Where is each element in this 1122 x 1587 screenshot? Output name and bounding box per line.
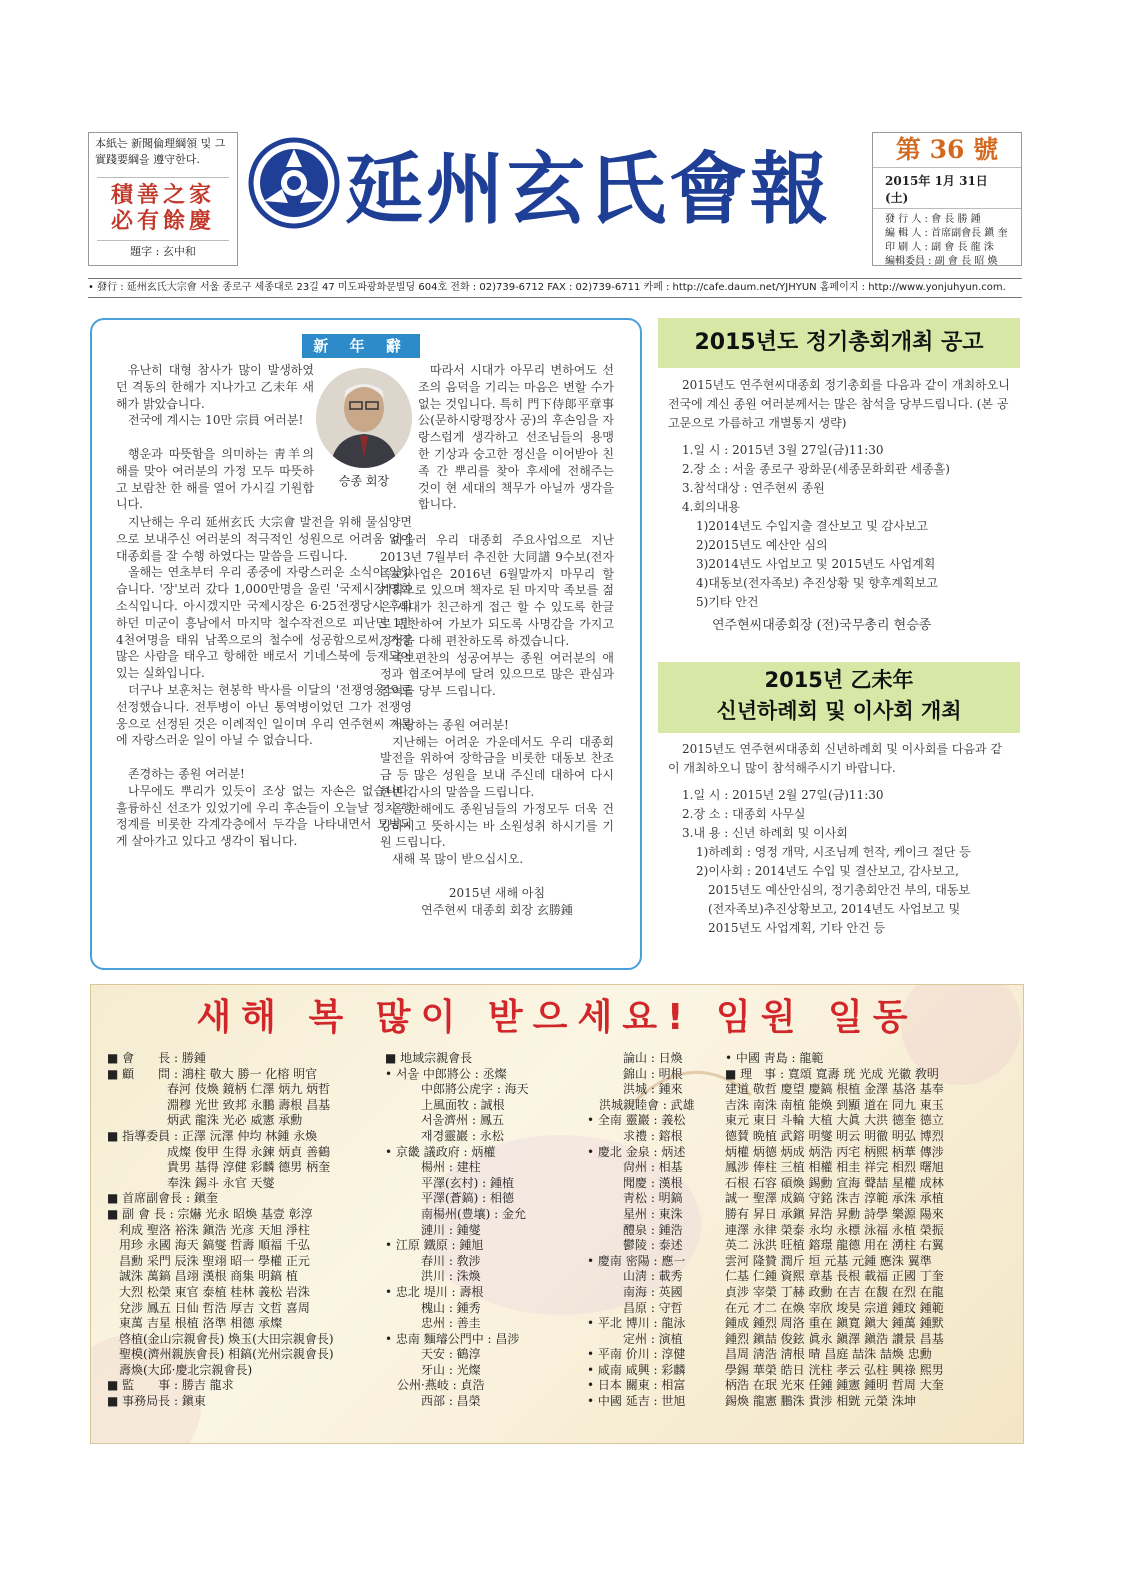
notice-item: 1.일 시 : 2015년 3월 27일(금)11:30: [682, 443, 884, 457]
officer-line: 漣川 : 鍾燮: [385, 1222, 481, 1237]
notice-intro: 2015년도 연주현씨대종회 신년하례회 및 이사회를 다음과 같이 개최하오니 많이 참석해주시기 바랍니다.: [668, 742, 1003, 775]
address-column-1-mid: [116, 446, 314, 513]
banner-title: 새해 복 많이 받으세요! 임원 일동: [196, 997, 918, 1038]
notice-item: 2.장 소 : 서울 종로구 광화문(세종문화회관 세종홀): [682, 462, 950, 476]
officer-line: • 江原 鐵原 : 鍾旭: [385, 1238, 484, 1253]
officer-line: 鬱陵 : 泰述: [587, 1238, 683, 1253]
notice-subitem: 3)2014년도 사업보고 및 2015년도 사업계획: [696, 557, 936, 571]
officer-line: • 日本 關東 : 相富: [587, 1378, 686, 1393]
address-column-2: [380, 532, 614, 918]
newspaper-title: 延州玄氏會報: [345, 144, 832, 235]
officer-line: 尙州 : 相基: [587, 1160, 683, 1175]
officer-line: 楊州 : 建柱: [385, 1160, 481, 1175]
officer-line: 英二 泳洪 旺植 鎔璟 龍德 用在 湧柱 右翼: [725, 1238, 944, 1253]
notice-new-year-meeting-body: [668, 740, 1012, 938]
officer-line: ■ 監 事 : 勝吉 龍求: [107, 1378, 234, 1393]
paragraph: 지난해는 우리 延州玄氏 大宗會 발전을 위해 물심양면으로 보내주신 여러분의 적극적인 성원으로 어려움 없이 대종회를 잘 수행 하였다는 말씀을 드립니다.: [116, 515, 412, 563]
officer-line: 利成 聖洛 裕洙 鎭浩 光彦 天旭 淨柱: [107, 1222, 310, 1237]
title-line-2: 신년하례회 및 이사회 개최: [716, 699, 962, 723]
ethics-statement: 本紙는 新聞倫理綱領 및 그 實踐要綱을 遵守한다.: [95, 137, 226, 166]
officer-line: 靑松 : 明鎬: [587, 1191, 683, 1206]
officer-line: 雲河 隆贊 潤斤 垣 元基 元鍾 應洙 翼準: [725, 1253, 932, 1268]
officer-line: 春河 伎煥 鏡柄 仁澤 炳九 炳哲: [107, 1082, 331, 1097]
officer-line: • 咸南 咸興 : 彩麟: [587, 1362, 686, 1377]
officer-line: 鍾烈 鎭喆 俊鉉 眞永 鎭澤 鎭浩 讚景 昌基: [725, 1331, 944, 1346]
officer-line: • 全南 靈巖 : 義松: [587, 1113, 686, 1128]
officer-line: 平澤(玄村) : 鍾植: [385, 1175, 515, 1190]
paragraph: 유난히 대형 참사가 많이 발생하였던 격동의 한해가 지나가고 乙未年 새해가 밝았습니다.: [116, 363, 314, 411]
officer-line: 錫煥 龍憲 鵬洙 貴涉 相皝 元榮 洙坤: [725, 1394, 916, 1409]
notice-general-meeting-title: 2015년도 정기총회개최 공고: [658, 318, 1020, 368]
officer-line: 서울濟州 : 鳳五: [385, 1113, 504, 1128]
calligrapher-credit: 題字 : 玄中和: [97, 240, 229, 259]
notice-item: 2.장 소 : 대종회 사무실: [682, 807, 806, 821]
officer-line: 洪城 : 鍾來: [587, 1082, 683, 1097]
officer-line: 定州 : 演植: [587, 1331, 683, 1346]
notice-subitem: 1)2014년도 수입지출 결산보고 및 감사보고: [696, 519, 928, 533]
officer-line: 聞慶 : 漢根: [587, 1175, 683, 1190]
notice-subitem: 2015년도 예산안심의, 정기총회안건 부의, 대동보: [708, 883, 971, 897]
greeting-banner: [90, 984, 1024, 1444]
officer-line: 昌周 淸浩 淸根 晴 昌庭 喆洙 喆煥 忠勳: [725, 1347, 932, 1362]
officer-line: 山淸 : 載秀: [587, 1269, 683, 1284]
notice-subitem: 2)2015년도 예산안 심의: [696, 538, 828, 552]
staff-printer: 印 刷 人 : 副 會 長 龍 洙: [885, 242, 994, 253]
officer-line: 平澤(蒼鎬) : 相德: [385, 1191, 515, 1206]
officer-line: 貞涉 宰榮 丁赫 政勳 在吉 在馥 在烈 在龍: [725, 1284, 944, 1299]
officer-line: 洪川 : 洙煥: [385, 1269, 481, 1284]
officer-line: • 中國 靑島 : 龍範: [725, 1051, 824, 1065]
officer-line: ■ 首席副會長 : 鎭奎: [107, 1191, 218, 1206]
notice-item: 3.내 용 : 신년 하례회 및 이사회: [682, 826, 848, 840]
blank-line: [116, 749, 412, 766]
officer-line: 上風面牧 : 誠根: [385, 1097, 505, 1112]
motto-box: [88, 132, 238, 266]
officer-line: ■ 會 長 : 勝鍾: [107, 1051, 206, 1065]
officer-line: ■ 理 事 : 寬頌 寬壽 珖 光成 光徽 敎明: [725, 1066, 939, 1081]
officer-line: 鍾成 鍾烈 周洛 重在 鎭寬 鎭大 鍾萬 鍾默: [725, 1316, 944, 1331]
chairman-portrait: [316, 368, 412, 468]
paragraph: 올해는 연초부터 우리 종중에 자랑스러운 소식이 있었습니다. '장'보러 갔다 1,000만명을 울린 '국제시장'영화 소식입니다. 아시겠지만 국제시장은 6·25전쟁당시 후퇴하던 미군이 흥남에서 마지막 철수작전으로 피난민 1만 4천여명을 태워 남쪽으로의 철수에 성공함으로써, 가장 많은 사람을 태우고 항해한 배로서 기네스북에 등재되어 있는 실화입니다.: [116, 565, 412, 681]
officer-line: 仁基 仁鍾 資熙 章基 長根 載福 正國 丁奎: [725, 1269, 944, 1284]
officer-line: • 平北 博川 : 龍泳: [587, 1316, 686, 1331]
staff-editor: 編 輯 人 : 首席副會長 鎭 奎: [885, 228, 1008, 239]
notice-intro: 2015년도 연주현씨대종회 정기총회를 다음과 같이 개최하오니 전국에 계신 종원 여러분께서는 많은 참석을 당부드립니다. (본 공고문으로 가름하고 개별통지 생략): [668, 378, 1010, 430]
notice-subitem: 2015년도 사업계획, 기타 안건 등: [708, 921, 886, 935]
officer-line: 南楊州(豊壤) : 金允: [385, 1206, 527, 1221]
officer-line: • 忠北 堤川 : 壽根: [385, 1284, 484, 1299]
officer-line: 柄浩 在珉 光來 任鍾 鍾憲 鍾明 哲周 大奎: [725, 1378, 944, 1393]
portrait-caption: 승종 회장: [338, 474, 390, 488]
officer-line: 牙山 : 光燦: [385, 1362, 481, 1377]
officer-line: 誠洙 萬鎬 昌翊 漢根 商集 明鎬 植: [107, 1269, 298, 1284]
officer-line: 星州 : 東洙: [587, 1206, 683, 1221]
officers-column-3: [587, 1051, 695, 1410]
officer-line: 鳳涉 俸柱 三植 相權 相圭 祥完 相烈 曙旭: [725, 1160, 944, 1175]
officer-line: 中郎將公虎字 : 海天: [385, 1082, 529, 1097]
officer-line: ■ 副 會 長 : 宗爀 光永 昭煥 基壹 彰淳: [107, 1206, 313, 1221]
publisher-info-bar: • 發行 : 延州玄氏大宗會 서울 종로구 세종대로 23길 47 미도파광화문빌딩 604호 전화 : 02)739-6712 FAX : 02)739-6711 카페 : http://cafe.daum.net/YJHYUN 홈페이지 : http://www.yonjuhyun.com.: [88, 278, 1022, 298]
officer-line: 醴泉 : 鍾浩: [587, 1222, 683, 1237]
address-heading: 新 年 辭: [302, 334, 420, 358]
officer-line: 吉洙 南洙 南植 能煥 到顯 道在 同九 東玉: [725, 1097, 944, 1112]
paragraph: 나무에도 뿌리가 있듯이 조상 없는 자손은 없습니다. 훌륭하신 선조가 있었기에 우리 후손들이 오늘날 정치 행정계를 비롯한 각계각층에서 두각을 나타내면서 모범되게 살아가고 있다고 생각이 됩니다.: [116, 783, 412, 849]
officer-line: 勝有 昇日 承鎭 昇浩 昇勳 詩學 樂源 陽來: [725, 1206, 944, 1221]
officer-line: 學錫 華榮 皓日 洸柱 孝云 弘柱 興祿 熙男: [725, 1362, 944, 1377]
officer-line: • 慶北 金泉 : 炳述: [587, 1144, 686, 1159]
officer-line: 求禮 : 鎔根: [587, 1128, 683, 1143]
officer-line: 洪城親睦會 : 武雄: [587, 1097, 695, 1112]
paragraph: 사랑하는 종원 여러분!: [392, 717, 509, 732]
officer-line: 奉洙 錫斗 永官 天燮: [107, 1175, 275, 1190]
issue-box: [872, 132, 1022, 266]
issue-number: 第 36 號: [873, 133, 1021, 168]
officer-line: 公州·燕岐 : 貞浩: [385, 1378, 485, 1393]
officer-line: 東萬 吉星 根植 洛準 相德 承燦: [107, 1316, 283, 1331]
clan-emblem-icon: [248, 137, 340, 229]
proverb-line-1: 積善之家: [110, 182, 215, 208]
address-sign-date: 2015년 새해 아침: [448, 885, 546, 900]
proverb-line-2: 必有餘慶: [110, 208, 215, 234]
blank-line: [380, 700, 614, 717]
officer-line: 用珍 永國 海天 鎬燮 哲壽 順福 千弘: [107, 1238, 310, 1253]
officer-line: 啓植(金山宗親會長) 煥玉(大田宗親會長): [107, 1331, 334, 1346]
officer-line: 西部 : 昌榮: [385, 1394, 481, 1409]
officer-line: • 京畿 議政府 : 炳權: [385, 1144, 496, 1159]
address-column-2-top: [418, 362, 614, 513]
officer-line: • 平南 价川 : 淳健: [587, 1347, 686, 1362]
address-column-1: [116, 514, 412, 850]
officer-line: 昌原 : 守哲: [587, 1300, 683, 1315]
officer-line: ■ 指導委員 : 正澤 沅澤 仲均 林鍾 永煥: [107, 1128, 318, 1143]
notice-item: 3.참석대상 : 연주현씨 종원: [682, 481, 825, 495]
staff-editorial: 編輯委員 : 副 會 長 昭 煥: [885, 256, 998, 267]
paragraph: 지난해는 어려운 가운데서도 우리 대종회 발전을 위하여 장학금을 비롯한 대동보 찬조금 등 많은 성원을 보내 주신데 대하여 다시 한번 감사의 말씀을 드립니다.: [380, 734, 614, 799]
notice-item: 4.회의내용: [682, 500, 740, 514]
officer-line: 貴男 基得 淳健 彩麟 德男 柄奎: [107, 1160, 331, 1175]
officer-line: 忠州 : 善圭: [385, 1316, 481, 1331]
officer-line: • 慶南 密陽 : 應一: [587, 1253, 686, 1268]
officer-line: 槐山 : 鍾秀: [385, 1300, 481, 1315]
officer-line: • 忠南 麵璿公門中 : 昌涉: [385, 1331, 520, 1346]
officer-line: ■ 地域宗親會長: [385, 1051, 473, 1065]
paragraph: 새해 복 많이 받으십시오.: [392, 852, 524, 867]
paragraph: 아울러 우리 대종회 주요사업으로 지난 2013년 7월부터 추진한 大同譜 9수보(전자족보)사업은 2016년 6월말까지 마무리 할 계획으로 있으며 책자로 된 마지막 족보를 젊은 세대가 친근하게 접근 할 수 있도록 한글로 편찬하여 가보가 되도록 사명감을 가지고 정성을 다해 편찬하도록 하겠습니다.: [380, 533, 614, 648]
officer-line: 昌勳 采門 辰洙 聖翊 昭一 學權 正元: [107, 1253, 310, 1268]
issue-date: 2015年 1月 31日 (土): [873, 168, 1021, 209]
officer-line: 재경靈巖 : 永松: [385, 1128, 504, 1143]
officer-line: 東元 東日 斗輪 大植 大眞 大洪 德奎 德立: [725, 1113, 944, 1128]
paragraph: 따라서 시대가 아무리 변하여도 선조의 음덕을 기리는 마음은 변할 수가 없는 것입니다. 특히 門下侍郞平章事 公(문하시랑평장사 공)의 후손임을 자랑스럽게 생각하고 선조님들의 용맹한 기상과 숭고한 정신을 이어받아 친족 간 뿌리를 찾아 후세에 전해주는 것이 현 세대의 책무가 아닐까 생각을 합니다.: [418, 363, 614, 512]
officer-line: 錦山 : 明根: [587, 1066, 683, 1081]
notice-subitem: (전자족보)추진상황보고, 2014년도 사업보고 및: [708, 902, 961, 916]
notice-subitem: 1)하례회 : 영정 개막, 시조님께 헌작, 케이크 절단 등: [696, 845, 971, 859]
paragraph: 더구나 보훈처는 현봉학 박사를 이달의 '전쟁영웅'으로 선정했습니다. 전투병이 아닌 통역병이었던 그가 전쟁영웅으로 선정된 것은 이례적인 일이며 우리 연주현씨 가문에 자랑스러운 일이 아닐 수 없습니다.: [116, 682, 412, 748]
officers-column-1: [107, 1051, 334, 1410]
officer-line: 聖模(濟州親族會長) 相鎬(光州宗親會長): [107, 1347, 334, 1362]
officer-line: 論山 : 日煥: [587, 1051, 683, 1065]
officer-line: 連澤 永律 榮泰 永均 永標 泳福 永植 榮振: [725, 1222, 944, 1237]
officer-line: 大烈 松榮 東官 泰植 桂林 義松 岩洙: [107, 1284, 310, 1299]
officer-line: 建道 敬哲 慶望 慶鎬 根植 金澤 基洛 基奉: [725, 1082, 944, 1097]
officer-line: ■ 事務局長 : 鎭東: [107, 1394, 206, 1409]
title-line-1: 2015년 乙未年: [764, 668, 914, 692]
notice-signature: 연주현씨대종회장 (전)국무총리 현승종: [712, 618, 932, 633]
officer-line: 壽煥(大邱·慶北宗親會長): [107, 1362, 253, 1377]
officer-line: ■ 顧 問 : 鴻柱 敬大 勝一 化榕 明官: [107, 1066, 318, 1081]
paragraph: 전국에 계시는 10만 宗員 여러분!: [128, 413, 304, 428]
notice-general-meeting-body: [668, 376, 1012, 635]
officer-line: 炳武 龍洙 光必 威憲 承勳: [107, 1113, 303, 1128]
notice-subitem: 4)대동보(전자족보) 추진상황 및 향후계획보고: [696, 576, 938, 590]
address-column-1-top: [116, 362, 314, 429]
officers-column-4: [725, 1051, 944, 1410]
notice-item: 1.일 시 : 2015년 2월 27일(금)11:30: [682, 788, 884, 802]
blank-line: [380, 868, 614, 885]
paragraph: 족보편찬의 성공여부는 종원 여러분의 애정과 협조여부에 달려 있으므로 많은 관심과 참여를 당부 드립니다.: [380, 650, 614, 699]
officer-line: • 서울 中郎將公 : 丞燦: [385, 1066, 507, 1081]
address-sign-name: 연주현씨 대종회 회장 玄勝鍾: [421, 902, 573, 917]
officer-line: 春川 : 敎涉: [385, 1253, 481, 1268]
officer-line: 成燦 俊甲 生得 永鍊 炳貞 善鶴: [107, 1144, 331, 1159]
officer-line: 南海 : 英國: [587, 1284, 683, 1299]
proverb-calligraphy: [97, 177, 229, 234]
officer-line: 在元 才二 在煥 宰欣 埈昊 宗道 鍾玟 鍾範: [725, 1300, 944, 1315]
notice-new-year-meeting-title: [658, 662, 1020, 733]
officer-line: 炳權 炳德 炳成 炳浩 丙宅 柄熙 柄華 傳涉: [725, 1144, 944, 1159]
notice-subitem: 5)기타 안건: [696, 595, 759, 609]
officer-line: 天安 : 鶴淳: [385, 1347, 481, 1362]
officer-line: 德賛 晩植 武鎔 明燮 明云 明徹 明弘 博烈: [725, 1128, 944, 1143]
officers-column-2: [385, 1051, 529, 1410]
officer-line: 淵穆 光世 致邦 永鵬 壽根 昌基: [107, 1097, 331, 1112]
paragraph: 올 한해에도 종원님들의 가정모두 더욱 건강하시고 뜻하시는 바 소원성취 하시기를 기원 드립니다.: [380, 801, 614, 850]
notice-subitem: 2)이사회 : 2014년도 수입 및 결산보고, 감사보고,: [696, 864, 959, 878]
paragraph: 행운과 따뜻함을 의미하는 靑羊의 해를 맞아 여러분의 가정 모두 따뜻하고 보람찬 한 해를 열어 가시길 기원합니다.: [116, 447, 314, 512]
officer-line: 誠一 聖澤 成鎬 守銘 洙吉 淳範 承洙 承植: [725, 1191, 944, 1206]
staff-publisher: 發 行 人 : 會 長 勝 鍾: [885, 214, 981, 225]
officer-line: 兌涉 鳳五 日仙 哲浩 厚吉 文哲 喜周: [107, 1300, 310, 1315]
officer-line: 石根 石容 碩煥 錫勳 宣海 聲喆 星權 成林: [725, 1175, 944, 1190]
officer-line: • 中國 延吉 : 世旭: [587, 1394, 686, 1409]
paragraph: 존경하는 종원 여러분!: [128, 766, 245, 781]
